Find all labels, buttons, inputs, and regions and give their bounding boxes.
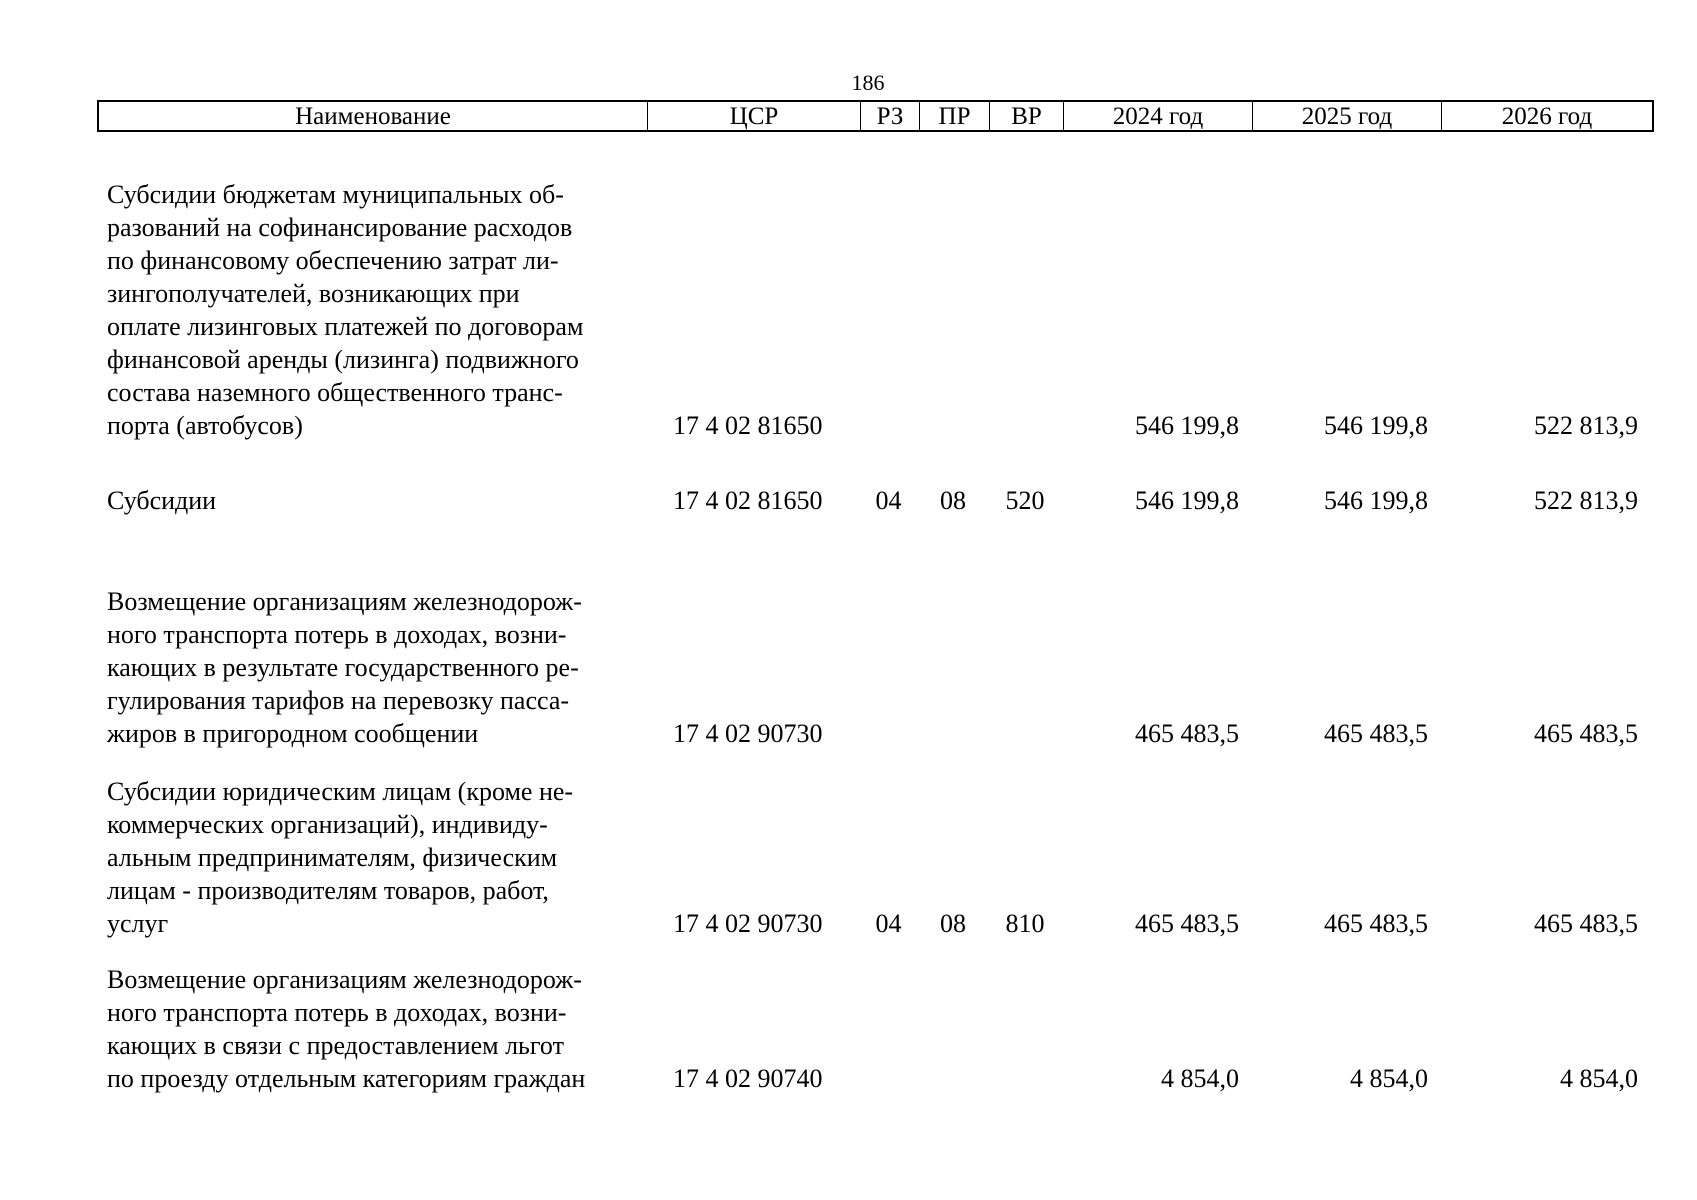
row-name: Субсидии юридическим лицам (кроме не- коммерческих организаций), индивиду- альным предпринимателям, физическим лицам - производителям товаров, работ, услуг bbox=[107, 777, 574, 938]
row-2026: 522 813,9 bbox=[1534, 486, 1638, 515]
row-2024: 465 483,5 bbox=[1135, 719, 1239, 748]
row-csr: 17 4 02 81650 bbox=[673, 411, 823, 440]
row-name: Возмещение организациям железнодорож- ного транспорта потерь в доходах, возни- кающих в связи с предоставлением льгот по проезду отдельным категориям граждан bbox=[107, 965, 586, 1093]
row-csr: 17 4 02 90740 bbox=[673, 1064, 823, 1093]
header-rz: РЗ bbox=[861, 102, 920, 130]
row-csr: 17 4 02 90730 bbox=[673, 719, 823, 748]
row-2026: 4 854,0 bbox=[1560, 1064, 1638, 1093]
row-csr: 17 4 02 90730 bbox=[673, 909, 823, 938]
row-pr: 08 bbox=[940, 909, 966, 938]
row-rz: 04 bbox=[875, 909, 902, 938]
table-row bbox=[97, 178, 1654, 442]
row-name: Субсидии бюджетам муниципальных об- разований на софинансирование расходов по финансовому обеспечению затрат ли- зингополучателей, возникающих при оплате лизинговых платежей по договорам финансовой аренды (лизинга) подвижного состава наземного общественного транс- порта (автобусов) bbox=[107, 180, 584, 440]
row-2025: 4 854,0 bbox=[1350, 1064, 1428, 1093]
table-header bbox=[97, 100, 1654, 132]
row-name: Возмещение организациям железнодорож- ного транспорта потерь в доходах, возни- кающих в результате государственного ре- гулирования тарифов на перевозку пасса- жиров в пригородном сообщении bbox=[107, 587, 582, 748]
row-pr: 08 bbox=[940, 486, 966, 515]
row-2024: 4 854,0 bbox=[1161, 1064, 1239, 1093]
row-2024: 465 483,5 bbox=[1135, 909, 1239, 938]
row-2026: 465 483,5 bbox=[1534, 909, 1638, 938]
row-2024: 546 199,8 bbox=[1135, 411, 1239, 440]
page-number: 186 bbox=[851, 70, 885, 95]
row-2025: 546 199,8 bbox=[1324, 411, 1428, 440]
header-name: Наименование bbox=[99, 102, 648, 130]
row-name: Субсидии bbox=[107, 486, 217, 515]
row-rz: 04 bbox=[875, 486, 902, 515]
header-csr: ЦСР bbox=[648, 102, 861, 130]
row-2026: 522 813,9 bbox=[1534, 411, 1638, 440]
row-vr: 520 bbox=[1005, 486, 1045, 515]
row-vr: 810 bbox=[1005, 909, 1045, 938]
header-vr: ВР bbox=[990, 102, 1064, 130]
header-2025: 2025 год bbox=[1253, 102, 1442, 130]
header-2024: 2024 год bbox=[1064, 102, 1253, 130]
table-row bbox=[97, 484, 1654, 517]
table-row bbox=[97, 963, 1654, 1095]
table-row bbox=[97, 775, 1654, 940]
row-2025: 546 199,8 bbox=[1324, 486, 1428, 515]
row-2025: 465 483,5 bbox=[1324, 719, 1428, 748]
row-2025: 465 483,5 bbox=[1324, 909, 1428, 938]
row-csr: 17 4 02 81650 bbox=[673, 486, 823, 515]
row-2026: 465 483,5 bbox=[1534, 719, 1638, 748]
row-2024: 546 199,8 bbox=[1135, 486, 1239, 515]
header-2026: 2026 год bbox=[1501, 103, 1593, 130]
table-row bbox=[97, 585, 1654, 750]
header-pr: ПР bbox=[920, 102, 990, 130]
